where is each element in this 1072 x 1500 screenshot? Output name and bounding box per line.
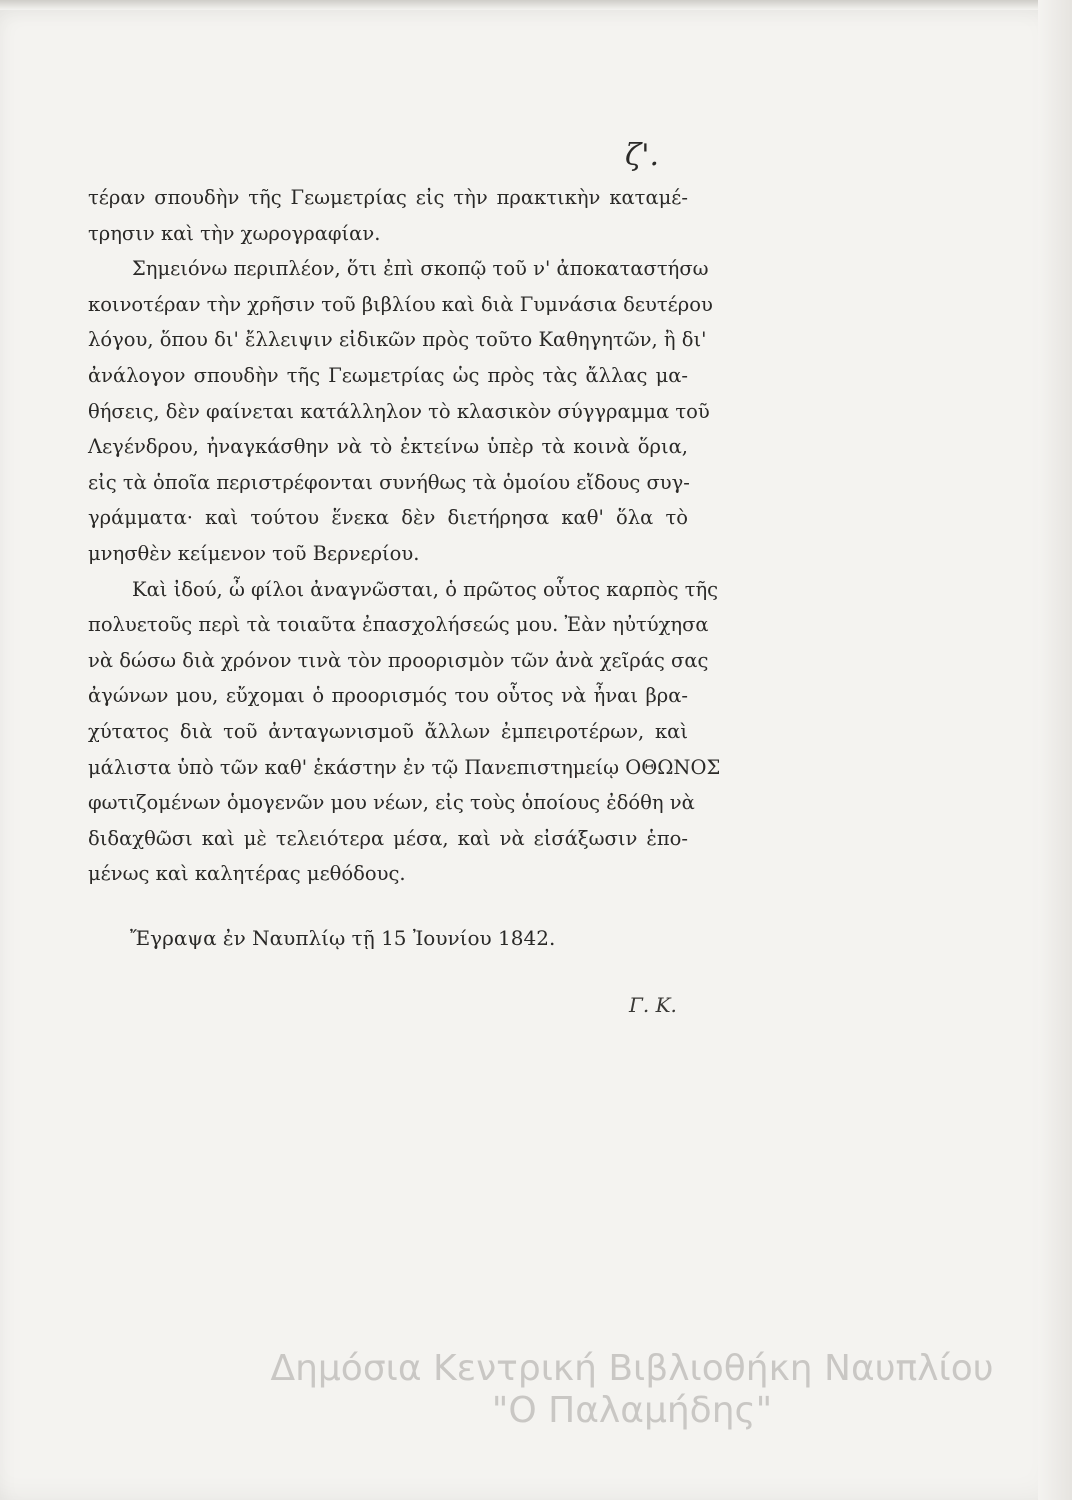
text-line: τρησιν καὶ τὴν χωρογραφίαν. bbox=[88, 221, 381, 245]
text-line: μάλιστα ὑπὸ τῶν καθ' ἑκάστην ἐν τῷ Πανεπιστημείῳ ΟΘΩΝΟΣ bbox=[88, 755, 721, 779]
body-text bbox=[88, 180, 721, 892]
text-line: μνησθὲν κείμενον τοῦ Βερνερίου. bbox=[88, 541, 420, 565]
text-line: ἀνάλογον σπουδὴν τῆς Γεωμετρίας ὡς πρὸς τὰς ἄλλας μα- bbox=[88, 363, 688, 387]
page-top-edge bbox=[0, 0, 1072, 10]
text-line: πολυετοῦς περὶ τὰ τοιαῦτα ἐπασχολήσεώς μου. Ἐὰν ηὐτύχησα bbox=[88, 613, 709, 637]
text-line: κοινοτέραν τὴν χρῆσιν τοῦ βιβλίου καὶ διὰ Γυμνάσια δευτέρου bbox=[88, 292, 713, 316]
text-line: φωτιζομένων ὁμογενῶν μου νέων, εἰς τοὺς ὁποίους ἐδόθη νὰ bbox=[88, 791, 695, 815]
text-line: ἀγώνων μου, εὔχομαι ὁ προορισμός του οὗτος νὰ ἦναι βρα- bbox=[88, 684, 688, 708]
text-line: χύτατος διὰ τοῦ ἀνταγωνισμοῦ ἄλλων ἐμπειροτέρων, καὶ bbox=[88, 719, 688, 743]
page-right-edge bbox=[1038, 0, 1072, 1500]
page-number: ζ'. bbox=[625, 138, 660, 173]
watermark-line-1: Δημόσια Κεντρική Βιβλιοθήκη Ναυπλίου bbox=[270, 1348, 994, 1389]
text-line: γράμματα· καὶ τούτου ἕνεκα δὲν διετήρησα καθ' ὅλα τὸ bbox=[88, 506, 688, 530]
text-line: Καὶ ἰδού, ὦ φίλοι ἀναγνῶσται, ὁ πρῶτος οὗτος καρπὸς τῆς bbox=[132, 577, 719, 601]
text-line: εἰς τὰ ὁποῖα περιστρέφονται συνήθως τὰ ὁμοίου εἴδους συγ- bbox=[88, 470, 690, 494]
watermark-line-2: "Ο Παλαμήδης" bbox=[491, 1390, 773, 1431]
library-watermark bbox=[232, 1348, 1032, 1432]
dateline: Ἔγραψα ἐν Ναυπλίῳ τῇ 15 Ἰουνίου 1842. bbox=[130, 926, 556, 950]
signature-initials: Γ. Κ. bbox=[629, 993, 677, 1017]
text-line: Σημειόνω περιπλέον, ὅτι ἐπὶ σκοπῷ τοῦ ν' ἀποκαταστήσω bbox=[132, 257, 709, 281]
text-line: Λεγένδρου, ἠναγκάσθην νὰ τὸ ἐκτείνω ὑπὲρ τὰ κοινὰ ὅρια, bbox=[88, 435, 688, 459]
text-line: θήσεις, δὲν φαίνεται κατάλληλον τὸ κλασικὸν σύγγραμμα τοῦ bbox=[88, 399, 710, 423]
text-line: νὰ δώσω διὰ χρόνον τινὰ τὸν προορισμὸν τῶν ἀνὰ χεῖράς σας bbox=[88, 648, 709, 672]
text-line: διδαχθῶσι καὶ μὲ τελειότερα μέσα, καὶ νὰ εἰσάξωσιν ἑπο- bbox=[88, 826, 688, 850]
text-line: μένως καὶ καλητέρας μεθόδους. bbox=[88, 862, 406, 886]
text-line: τέραν σπουδὴν τῆς Γεωμετρίας εἰς τὴν πρακτικὴν καταμέ- bbox=[88, 186, 688, 209]
text-line: λόγου, ὅπου δι' ἔλλειψιν εἰδικῶν πρὸς τοῦτο Καθηγητῶν, ἢ δι' bbox=[88, 328, 707, 352]
